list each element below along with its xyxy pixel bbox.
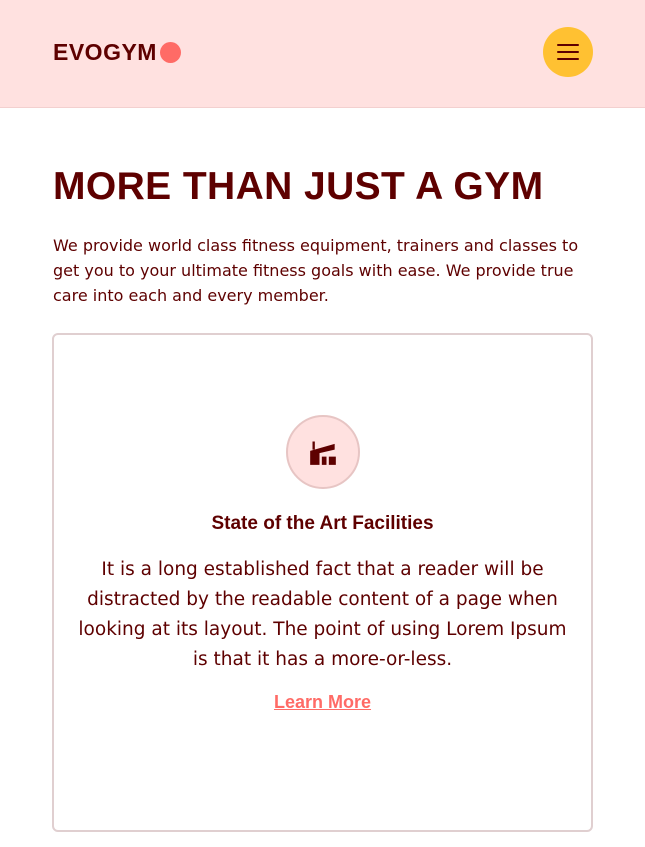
hamburger-icon-bar	[557, 58, 579, 60]
benefit-card	[52, 333, 593, 832]
card-description: It is a long established fact that a reader will be distracted by the readable content of a page when looking at its layout. The point of using Lorem Ipsum is that it has a more-or-less.	[78, 559, 567, 670]
card-title: State of the Art Facilities	[211, 513, 434, 534]
logo[interactable]	[53, 38, 181, 66]
home-modern-icon	[286, 415, 360, 489]
logo-dot-icon	[160, 42, 181, 63]
hamburger-icon-bar	[557, 51, 579, 53]
hamburger-icon	[557, 44, 579, 46]
navbar	[0, 0, 645, 108]
menu-button[interactable]	[543, 27, 593, 77]
page-title: MORE THAN JUST A GYM	[53, 165, 544, 208]
intro-text: We provide world class fitness equipment, trainers and classes to get you to your ultimate fitness goals with ease. We provide true care into each and every member.	[53, 236, 579, 305]
logo-text: EVOGYM	[53, 39, 157, 65]
learn-more-link[interactable]: Learn More	[273, 692, 372, 712]
